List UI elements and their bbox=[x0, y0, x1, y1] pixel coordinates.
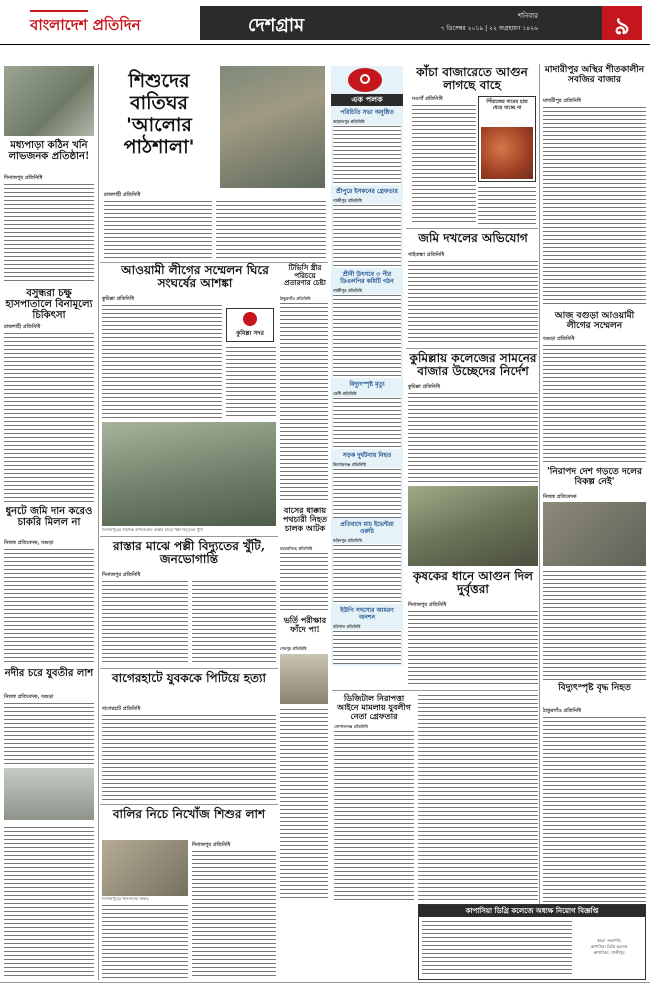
lead-photo bbox=[220, 66, 325, 188]
krishok-headline: কৃষকের ধানে আগুন দিল দুর্বৃত্তরা bbox=[412, 569, 534, 597]
right-text-2 bbox=[543, 344, 646, 464]
ad-signature: স্বাঃ/- সভাপতি কাপাসিয়া ডিগ্রি কলেজ কাপাসিয়া, গাজীপুর bbox=[590, 938, 628, 955]
village-photo bbox=[102, 422, 276, 526]
ekpolok-by-2: গাজীপুর প্রতিনিধি bbox=[333, 288, 362, 293]
rasta-headline: রাস্তার মাঝে পল্লী বিদ্যুতের খুঁটি, জনভোগান্তি bbox=[112, 539, 265, 567]
left-text-4 bbox=[4, 702, 94, 764]
ekpolok-text-2 bbox=[333, 294, 401, 378]
ekpolok-text-5 bbox=[333, 544, 401, 604]
ekpolok-text-4 bbox=[333, 468, 401, 518]
col-divider-1 bbox=[98, 64, 99, 980]
right-headline-2: আজ বগুড়া আওয়ামী লীগের সম্মেলন bbox=[554, 311, 635, 331]
tvcard-byline: ঠাকুরগাঁও প্রতিনিধি bbox=[280, 296, 311, 301]
masthead bbox=[0, 0, 650, 62]
bagerhat-headline: বাগেরহাটে যুবককে পিটিয়ে হত্যা bbox=[111, 671, 267, 685]
ekpolok-circle bbox=[348, 68, 382, 92]
rasta-byline: দিনাজপুর প্রতিনিধি bbox=[102, 572, 141, 578]
ekpolok-title-3: বিদ্যুৎস্পৃষ্ট মৃত্যু bbox=[349, 381, 385, 388]
ekpolok-title-1: শ্রীপুরে ইসকনের গ্রেফতার bbox=[336, 188, 398, 195]
bus-text bbox=[280, 552, 328, 612]
ekpolok-text-0 bbox=[333, 125, 401, 185]
rule-bottom bbox=[0, 982, 650, 983]
rasta-text-2 bbox=[192, 580, 276, 664]
bus-byline: ময়মনসিংহ প্রতিনিধি bbox=[280, 546, 313, 551]
page-number-badge bbox=[602, 6, 642, 40]
issue-day: শনিবার bbox=[517, 12, 538, 20]
ekpolok-by-5: ফরিদপুর প্রতিনিধি bbox=[333, 538, 362, 543]
right-byline-4: ঠাকুরগাঁও প্রতিনিধি bbox=[543, 708, 582, 714]
section-bar bbox=[200, 6, 602, 40]
left-text-1 bbox=[4, 183, 94, 281]
awami-tag-icon bbox=[243, 312, 257, 326]
page-number: ৯ bbox=[614, 12, 630, 40]
lead-byline: রাজশাহী প্রতিনিধি bbox=[104, 192, 141, 198]
masthead-rule bbox=[0, 44, 650, 45]
right-text-4 bbox=[543, 716, 646, 902]
ekpolok-title-5: প্রতিবাদে মাচ ইভেন্টরা ওরুচি bbox=[340, 521, 394, 535]
jomi-text bbox=[408, 260, 538, 344]
awami-text-1 bbox=[102, 304, 222, 418]
awami-tag-label: কুমিল্লা সদর bbox=[236, 330, 264, 337]
comilla-byline: কুমিল্লা প্রতিনিধি bbox=[408, 384, 441, 390]
ekpolok-title-4: সড়ক দুর্ঘটনায় নিহত bbox=[342, 452, 392, 459]
ad-title: কাপাসিয়া ডিগ্রি কলেজে অধ্যক্ষ নিয়োগ বিজ্ঞপ্তি bbox=[419, 905, 645, 917]
ekpolok-by-0: জামালপুর প্রতিনিধি bbox=[333, 119, 365, 124]
lead-text-1 bbox=[104, 200, 212, 260]
right-headline-4: বিদ্যুৎস্পৃষ্ট বৃদ্ধ নিহত bbox=[558, 683, 631, 693]
jomi-headline: জমি দখলের অভিযোগ bbox=[418, 231, 528, 245]
lead-text-2 bbox=[216, 200, 326, 260]
kacha-headline: কাঁচা বাজারেতে আগুন লাগছে বাহে bbox=[416, 65, 528, 93]
right-headline-3: 'নিরাপদ দেশ গড়তে দলের বিকল্প নেই' bbox=[547, 467, 642, 487]
ekpolok-header: এক পলক bbox=[331, 94, 403, 106]
balir-text-2 bbox=[102, 904, 188, 978]
kacha-text-2 bbox=[478, 186, 536, 224]
jomi-byline: গাইবান্ধা প্রতিনিধি bbox=[408, 252, 445, 258]
bagerhat-byline: বাগেরহাট প্রতিনিধি bbox=[102, 706, 141, 712]
right-text-3 bbox=[543, 570, 646, 680]
issue-date: ৭ ডিসেম্বর ২০১৯ | ২২ অগ্রহায়ণ ১৪২৬ bbox=[440, 25, 538, 32]
logo bbox=[30, 6, 150, 40]
awami-tag-box bbox=[226, 308, 274, 342]
digital-headline: ডিজিটাল নিরাপত্তা আইনে মামলায় যুবলীগ নেতা গ্রেফতার bbox=[337, 693, 411, 721]
right-byline-3: নিজস্ব প্রতিবেদক bbox=[543, 494, 577, 500]
ekpolok-by-1: গাজীপুর প্রতিনিধি bbox=[333, 198, 362, 203]
comilla-text bbox=[408, 392, 538, 482]
balir-headline: বালির নিচে নিখোঁজ শিশুর লাশ bbox=[112, 807, 266, 821]
bus-headline: বাসের ধাক্কায় পথচারী নিহত চালক আটক bbox=[283, 505, 327, 533]
balir-text-1 bbox=[192, 850, 276, 978]
awami-text-2 bbox=[226, 346, 276, 418]
right-text-1 bbox=[543, 106, 646, 306]
left-byline-4: নিজস্ব প্রতিবেদক, বগুড়া bbox=[4, 694, 54, 700]
vorti-headline: ভর্তি পরীক্ষার ফাঁদে পা! bbox=[283, 615, 327, 634]
ad-text bbox=[422, 920, 572, 976]
ekpolok-by-4: কিশোরগঞ্জ প্রতিনিধি bbox=[333, 462, 366, 467]
rule-comilla-top bbox=[406, 348, 538, 349]
kacha-text-1 bbox=[412, 104, 476, 224]
ekpolok-title-0: পরিচিতি সভা অনুষ্ঠিত bbox=[340, 109, 394, 116]
onion-photo-box bbox=[478, 96, 536, 182]
ekpolok-circle-icon bbox=[360, 74, 370, 84]
ekpolok-text-3 bbox=[333, 397, 401, 449]
right-byline-2: বগুড়া প্রতিনিধি bbox=[543, 336, 575, 342]
bagerhat-text bbox=[102, 714, 276, 800]
digital-text bbox=[334, 730, 414, 900]
rule-balir-top bbox=[100, 804, 278, 805]
lead-headline: শিশুদের বাতিঘর 'আলোর পাঠশালা' bbox=[123, 70, 195, 158]
col-divider-right bbox=[539, 64, 540, 904]
right-byline-1: মাদারীপুর প্রতিনিধি bbox=[543, 98, 581, 104]
ekpolok-text-1 bbox=[333, 204, 401, 268]
digital-byline: গোপালগঞ্জ প্রতিনিধি bbox=[334, 724, 368, 729]
right-photo bbox=[543, 502, 646, 566]
awami-headline: আওয়ামী লীগের সম্মেলন ঘিরে সংঘর্ষের আশঙ্কা bbox=[121, 263, 269, 291]
logo-text: বাংলাদেশ প্রতিদিন bbox=[30, 16, 141, 34]
awami-byline: কুমিল্লা প্রতিনিধি bbox=[102, 296, 135, 302]
left-byline-1: দিনাজপুর প্রতিনিধি bbox=[4, 175, 43, 181]
left-headline-4: নদীর চরে যুবতীর লাশ bbox=[4, 668, 94, 679]
logo-small-line bbox=[30, 10, 88, 12]
left-text-5 bbox=[4, 826, 94, 976]
vorti-text bbox=[280, 708, 328, 898]
rule-digital-top bbox=[332, 690, 538, 691]
right-headline-1: মাদারীপুর অস্থির শীতকালীন সবজির বাজার bbox=[544, 65, 645, 85]
left-byline-2: রাজশাহী প্রতিনিধি bbox=[4, 324, 41, 330]
krishok-byline: দিনাজপুর প্রতিনিধি bbox=[408, 602, 447, 608]
ekpolok-text-6 bbox=[333, 630, 401, 664]
left-headline-2: বসুন্ধরা চক্ষু হাসপাতালে বিনামূল্যে চিকিৎসা bbox=[5, 288, 93, 321]
rule-bagerhat-top bbox=[100, 668, 278, 669]
onion-photo bbox=[481, 127, 533, 179]
section-title: দেশগ্রাম bbox=[248, 15, 305, 36]
left-text-2 bbox=[4, 332, 94, 502]
krishok-text bbox=[408, 610, 538, 686]
ekpolok-title-2: শ্রীনী উৎসবে ৩ পীর ডিএলপির কমিটি গঠন bbox=[340, 271, 394, 285]
left-headline-1: মধ্যপাড়া কঠিন খনি লাভজনক প্রতিষ্ঠান! bbox=[8, 140, 90, 162]
ekpolok-by-6: বরিশাল প্রতিনিধি bbox=[333, 624, 361, 629]
balir-photo bbox=[102, 840, 188, 896]
vorti-photo bbox=[280, 654, 328, 704]
tvcard-headline: টিভিসি স্ত্রীর পরিচয়ে প্রতারণার চেষ্টা bbox=[284, 263, 326, 288]
mine-photo bbox=[4, 66, 94, 136]
left-byline-3: নিজস্ব প্রতিবেদক, বগুড়া bbox=[4, 540, 54, 546]
rule-jomi-top bbox=[406, 228, 538, 229]
digital-text-2 bbox=[418, 694, 538, 900]
left-headline-3: ধুনটে জমি দান করেও চাকরি মিলল না bbox=[5, 506, 93, 528]
vorti-byline: শেরপুর প্রতিনিধি bbox=[280, 646, 307, 651]
comilla-headline: কুমিল্লায় কলেজের সামনের বাজার উচ্ছেদের নির্দেশ bbox=[409, 351, 537, 379]
onion-photo-caption: পিঁয়াজের দামের হাত ধেয়ে যাচ্ছে না bbox=[486, 99, 528, 111]
krishok-photo bbox=[408, 486, 538, 566]
ekpolok-by-3: ফেনী প্রতিনিধি bbox=[333, 391, 357, 396]
rasta-text-1 bbox=[102, 580, 188, 664]
ekpolok-title-6: ইউপি সদস্যের আমরণ অনশন bbox=[340, 607, 394, 621]
balir-byline: দিনাজপুর প্রতিনিধি bbox=[192, 842, 231, 848]
village-photo-caption: দিনাজপুরের বীরগঞ্জ উপজেলার রাস্তার মাঝে পল্লী বিদ্যুতের খুঁটি bbox=[102, 528, 203, 532]
balir-photo-caption: দিনাজপুরের খানসামায় উদ্ধার bbox=[102, 897, 149, 901]
river-photo bbox=[4, 768, 94, 820]
left-text-3 bbox=[4, 548, 94, 664]
rule-rasta-top bbox=[100, 536, 278, 537]
tvcard-text bbox=[280, 302, 328, 502]
kacha-byline: নওগাঁ প্রতিনিধি bbox=[412, 96, 443, 102]
